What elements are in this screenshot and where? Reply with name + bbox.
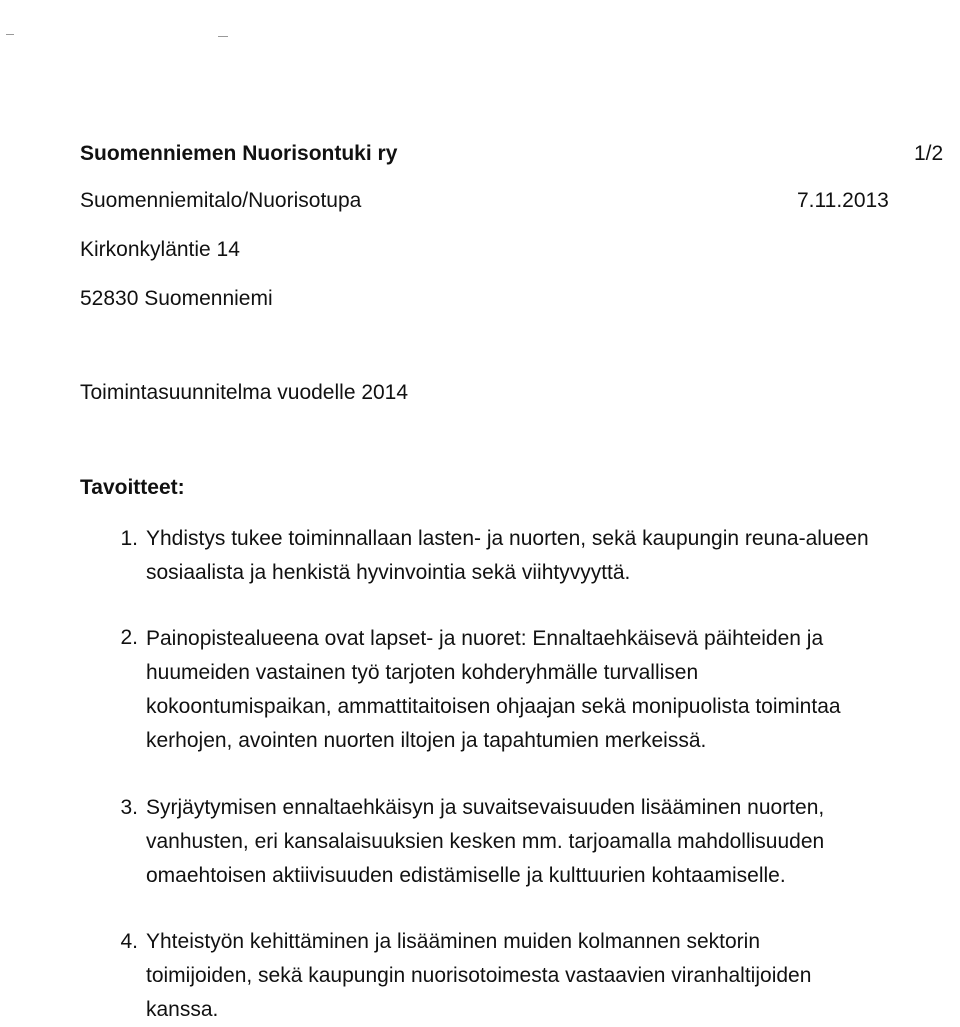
- address-line-3: 52830 Suomenniemi: [80, 287, 273, 310]
- document-title: Toimintasuunnitelma vuodelle 2014: [80, 381, 409, 404]
- scan-artifact: [218, 36, 228, 37]
- address-line-2: Kirkonkyläntie 14: [80, 238, 240, 261]
- goal-text-line: vanhusten, eri kansalaisuuksien kesken mm. tarjoamalla mahdollisuuden: [146, 830, 825, 853]
- page-number: 1/2: [914, 142, 944, 165]
- goal-text: [146, 522, 960, 590]
- goal-text: [146, 925, 960, 1027]
- goal-text-line: omaehtoisen aktiivisuuden edistämiselle ja kulttuurien kohtaamiselle.: [146, 864, 786, 887]
- goal-number: 1.: [120, 527, 138, 550]
- goal-text-line: kerhojen, avointen nuorten iltojen ja tapahtumien merkeissä.: [146, 729, 707, 752]
- goal-text-line: kokoontumispaikan, ammattitaitoisen ohjaajan sekä monipuolista toimintaa: [146, 695, 841, 718]
- goal-text-line: Yhteistyön kehittäminen ja lisääminen muiden kolmannen sektorin: [146, 930, 761, 953]
- goal-text-line: huumeiden vastainen työ tarjoten kohderyhmälle turvallisen: [146, 661, 699, 684]
- document-date: 7.11.2013: [797, 189, 889, 212]
- goal-text: [146, 791, 960, 893]
- address-line-1: Suomenniemitalo/Nuorisotupa: [80, 189, 362, 212]
- goal-number: 2.: [120, 626, 138, 649]
- goal-number: 3.: [120, 796, 138, 819]
- goal-text: [146, 622, 960, 758]
- organization-name: Suomenniemen Nuorisontuki ry: [80, 142, 398, 165]
- goals-heading: Tavoitteet:: [80, 476, 185, 499]
- goal-number: 4.: [120, 930, 138, 953]
- goal-text-line: Syrjäytymisen ennaltaehkäisyn ja suvaitsevaisuuden lisääminen nuorten,: [146, 796, 825, 819]
- goal-text-line: Painopistealueena ovat lapset- ja nuoret: Ennaltaehkäisevä päihteiden ja: [146, 627, 824, 650]
- scan-artifact: [6, 34, 14, 35]
- goal-text-line: Yhdistys tukee toiminnallaan lasten- ja nuorten, sekä kaupungin reuna-alueen: [146, 527, 869, 550]
- goal-text-line: sosiaalista ja henkistä hyvinvointia sekä viihtyvyyttä.: [146, 561, 631, 584]
- goal-text-line: toimijoiden, sekä kaupungin nuorisotoimesta vastaavien viranhaltijoiden: [146, 964, 812, 987]
- goal-text-line: kanssa.: [146, 998, 219, 1021]
